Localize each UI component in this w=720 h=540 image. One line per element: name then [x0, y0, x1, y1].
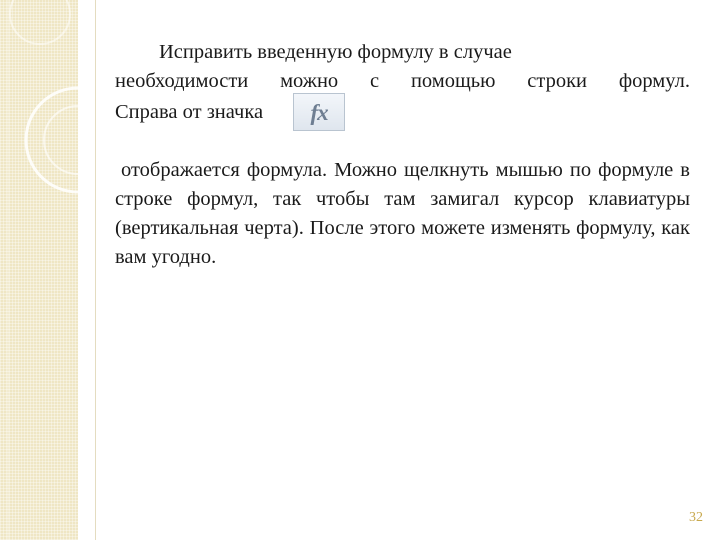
page-number: 32 [689, 510, 703, 525]
decorative-left-band [0, 0, 78, 540]
fx-function-icon: fx [293, 93, 345, 131]
paragraph-line: Справа от значка [115, 100, 264, 123]
slide-body [115, 38, 690, 272]
paragraph-body: отображается формула. Можно щелкнуть мышью по формуле в строке формул, так чтобы там замигал курсор клавиатуры (вертикальная черта). После этого можете изменять формулу, как вам угодно. [115, 159, 690, 268]
divider-line [95, 0, 96, 540]
paragraph-line-with-icon [115, 90, 690, 134]
decorative-circles-graphic [0, 0, 78, 540]
paragraph-line: Исправить введенную формулу в случае [159, 41, 512, 63]
paragraph-line: необходимости можно с помощью строки формул. [115, 70, 690, 92]
